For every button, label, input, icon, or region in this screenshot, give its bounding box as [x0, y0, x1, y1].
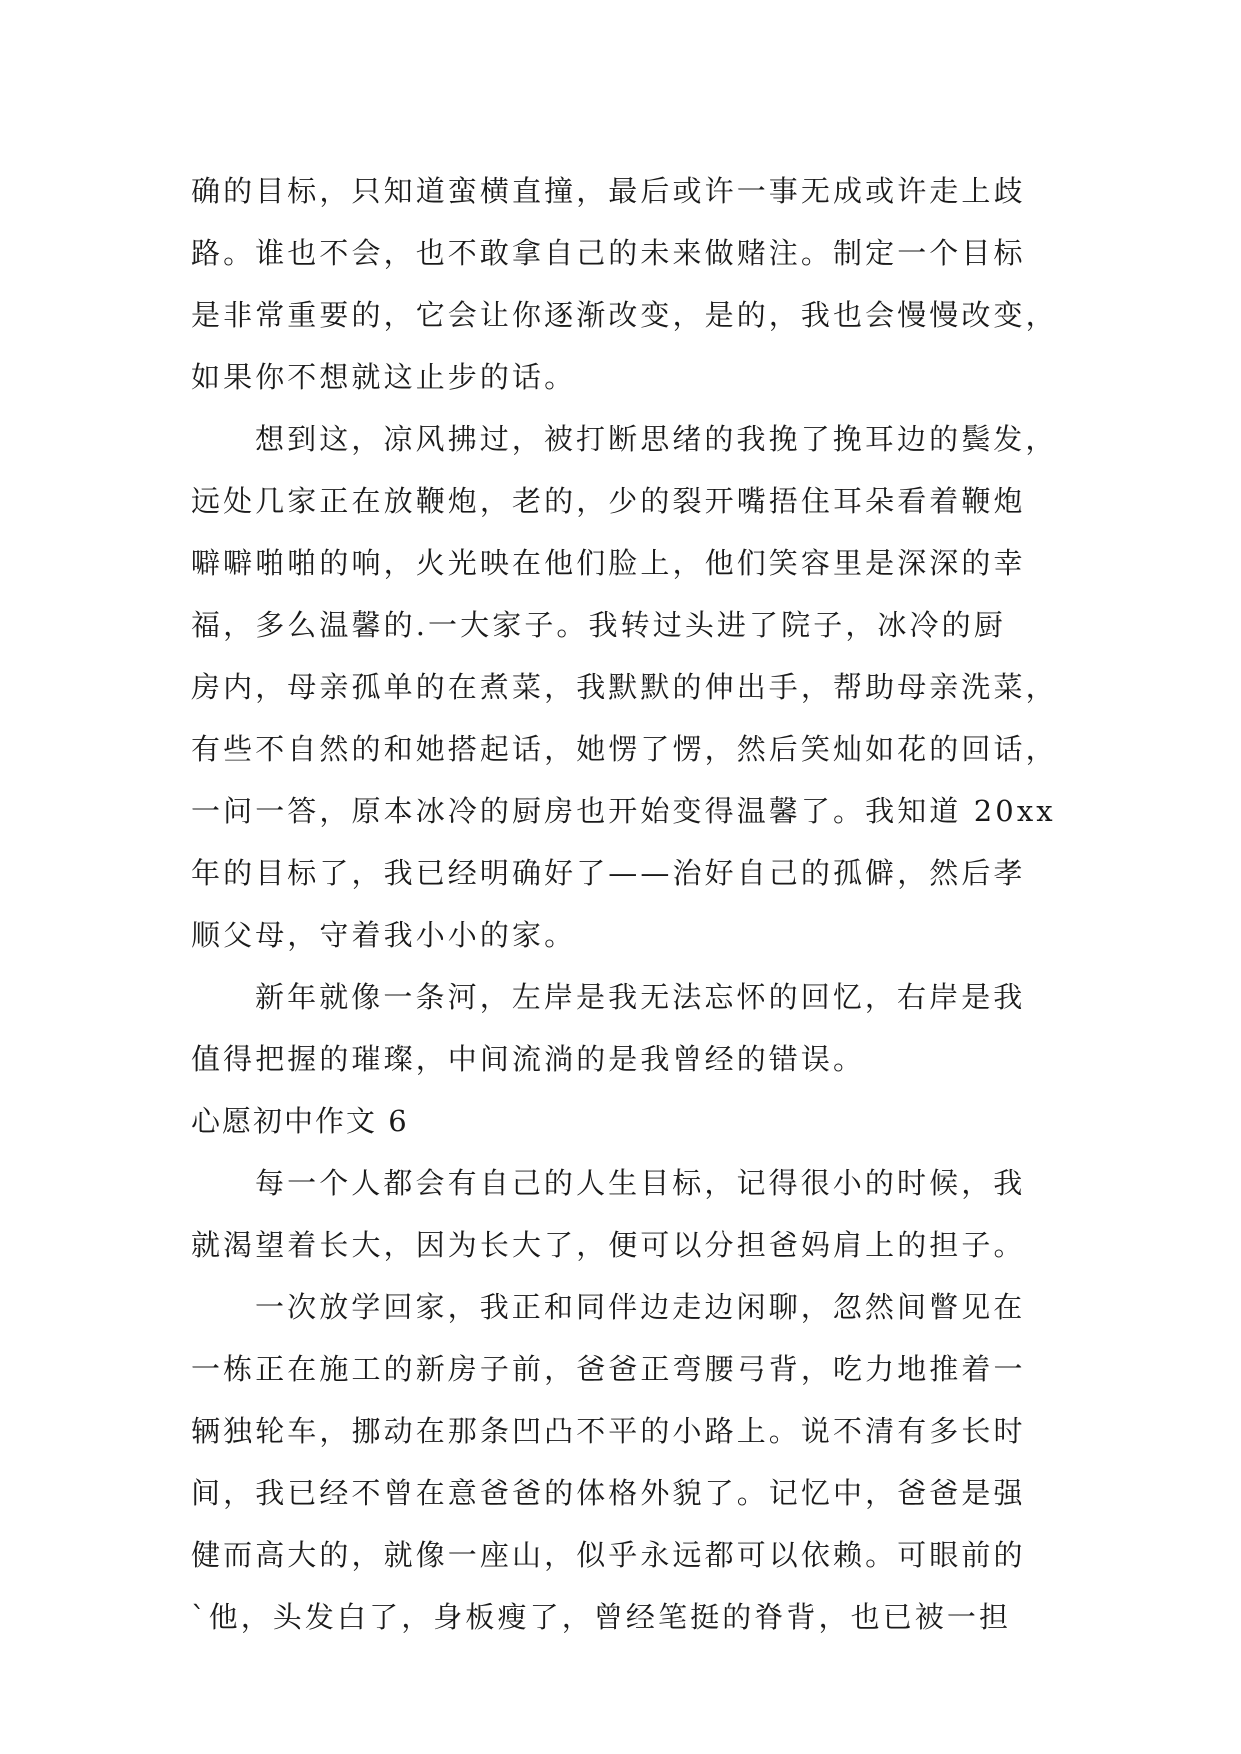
text-line: `他，头发白了，身板瘦了，曾经笔挺的脊背，也已被一担 [191, 1600, 1012, 1634]
text-line: 是非常重要的，它会让你逐渐改变，是的，我也会慢慢改变， [191, 298, 1058, 332]
text-line: 辆独轮车，挪动在那条凹凸不平的小路上。说不清有多长时 [191, 1414, 1026, 1448]
text-line: 就渴望着长大，因为长大了，便可以分担爸妈肩上的担子。 [191, 1228, 1026, 1262]
paragraph-first-line: 每一个人都会有自己的人生目标，记得很小的时候，我 [255, 1166, 1026, 1200]
paragraph-first-line: 一次放学回家，我正和同伴边走边闲聊，忽然间瞥见在 [255, 1290, 1026, 1324]
section-heading: 心愿初中作文 6 [191, 1104, 409, 1138]
text-line: 健而高大的，就像一座山，似乎永远都可以依赖。可眼前的 [191, 1538, 1026, 1572]
text-line: 远处几家正在放鞭炮，老的，少的裂开嘴捂住耳朵看着鞭炮 [191, 484, 1026, 518]
document-body [191, 160, 1071, 1648]
paragraph-first-line: 想到这，凉风拂过，被打断思绪的我挽了挽耳边的鬓发， [255, 422, 1058, 456]
paragraph-first-line: 新年就像一条河，左岸是我无法忘怀的回忆，右岸是我 [255, 980, 1026, 1014]
text-line: 路。谁也不会，也不敢拿自己的未来做赌注。制定一个目标 [191, 236, 1026, 270]
text-line: 确的目标，只知道蛮横直撞，最后或许一事无成或许走上歧 [191, 174, 1026, 208]
text-line: 福，多么温馨的.一大家子。我转过头进了院子，冰冷的厨 [191, 608, 1006, 642]
text-line: 一栋正在施工的新房子前，爸爸正弯腰弓背，吃力地推着一 [191, 1352, 1026, 1386]
text-line: 年的目标了，我已经明确好了——治好自己的孤僻，然后孝 [191, 856, 1026, 890]
text-line: 一问一答，原本冰冷的厨房也开始变得温馨了。我知道 20xx [191, 794, 1056, 828]
text-line: 有些不自然的和她搭起话，她愣了愣，然后笑灿如花的回话， [191, 732, 1058, 766]
text-line: 顺父母，守着我小小的家。 [191, 918, 577, 952]
text-line: 房内，母亲孤单的在煮菜，我默默的伸出手，帮助母亲洗菜， [191, 670, 1058, 704]
text-line: 如果你不想就这止步的话。 [191, 360, 577, 394]
text-line: 间，我已经不曾在意爸爸的体格外貌了。记忆中，爸爸是强 [191, 1476, 1026, 1510]
text-line: 值得把握的璀璨，中间流淌的是我曾经的错误。 [191, 1042, 866, 1076]
text-line: 噼噼啪啪的响，火光映在他们脸上，他们笑容里是深深的幸 [191, 546, 1026, 580]
